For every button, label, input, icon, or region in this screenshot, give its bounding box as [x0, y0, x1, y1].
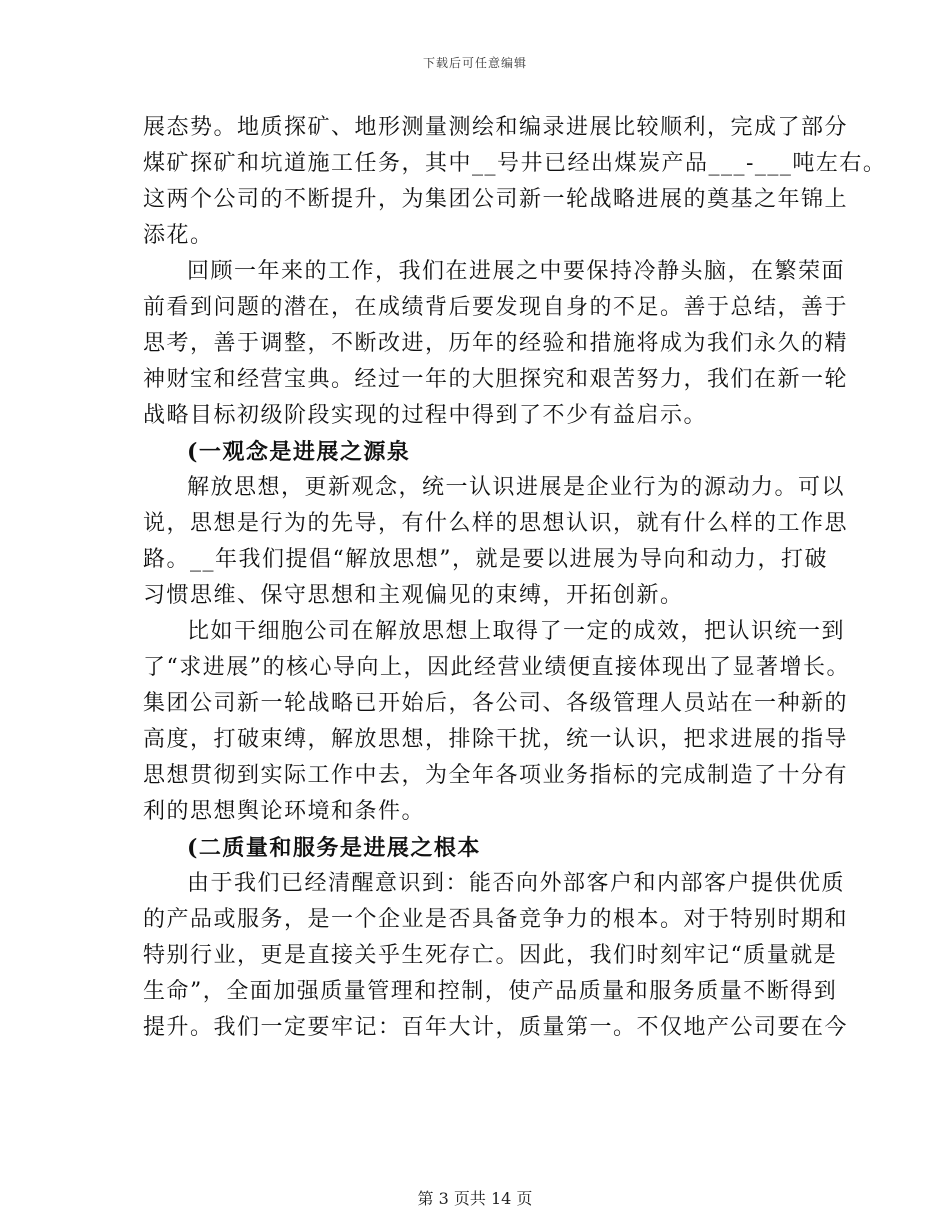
paragraph-line: 集团公司新一轮战略已开始后，各公司、各级管理人员站在一种新的 — [143, 691, 849, 716]
paragraph-line: 展态势。地质探矿、地形测量测绘和编录进展比较顺利，完成了部分 — [143, 115, 849, 140]
paragraph-line: 高度，打破束缚，解放思想，排除干扰，统一认识，把求进展的指导 — [143, 727, 849, 752]
paragraph-line: 思想贯彻到实际工作中去，为全年各项业务指标的完成制造了十分有 — [143, 763, 849, 788]
page-header: 下载后可任意编辑 — [422, 56, 527, 70]
paragraph-line: 了“求进展”的核心导向上，因此经营业绩便直接体现出了显著增长。 — [143, 655, 850, 680]
paragraph-line: 生命”，全面加强质量管理和控制，使产品质量和服务质量不断得到 — [143, 979, 838, 1004]
paragraph-line: 利的思想舆论环境和条件。 — [143, 799, 426, 824]
page-number-footer: 第 3 页共 14 页 — [417, 1189, 533, 1208]
paragraph-line: 由于我们已经清醒意识到：能否向外部客户和内部客户提供优质 — [187, 871, 846, 896]
paragraph-line: 前看到问题的潜在，在成绩背后要发现自身的不足。善于总结，善于 — [143, 295, 849, 320]
section-heading: (一观念是进展之源泉 — [187, 439, 411, 465]
paragraph-line: 这两个公司的不断提升，为集团公司新一轮战略进展的奠基之年锦上 — [143, 187, 849, 212]
paragraph-line: 战略目标初级阶段实现的过程中得到了不少有益启示。 — [143, 403, 708, 428]
paragraph-line: 的产品或服务，是一个企业是否具备竞争力的根本。对于特别时期和 — [143, 907, 849, 932]
paragraph-line: 添花。 — [143, 223, 214, 248]
paragraph-line: 习惯思维、保守思想和主观偏见的束缚，开拓创新。 — [143, 583, 684, 608]
paragraph-line: 比如干细胞公司在解放思想上取得了一定的成效，把认识统一到 — [187, 619, 846, 644]
section-heading: (二质量和服务是进展之根本 — [187, 835, 481, 861]
paragraph-line: 提升。我们一定要牢记：百年大计，质量第一。不仅地产公司要在今 — [143, 1015, 849, 1040]
document-body — [143, 110, 887, 1046]
paragraph-line: 神财宝和经营宝典。经过一年的大胆探究和艰苦努力，我们在新一轮 — [143, 367, 849, 392]
paragraph-line: 回顾一年来的工作，我们在进展之中要保持冷静头脑，在繁荣面 — [187, 259, 846, 284]
paragraph-line: 解放思想，更新观念，统一认识进展是企业行为的源动力。可以 — [187, 475, 846, 500]
paragraph-line: 特别行业，更是直接关乎生死存亡。因此，我们时刻牢记“质量就是 — [143, 943, 838, 968]
paragraph-line: 路。__年我们提倡“解放思想”，就是要以进展为导向和动力，打破 — [143, 547, 828, 572]
paragraph-line: 说，思想是行为的先导，有什么样的思想认识，就有什么样的工作思 — [143, 511, 849, 536]
paragraph-line: 思考，善于调整，不断改进，历年的经验和措施将成为我们永久的精 — [143, 331, 849, 356]
paragraph-line: 煤矿探矿和坑道施工任务，其中__号井已经出煤炭产品___-___吨左右。 — [143, 151, 887, 176]
